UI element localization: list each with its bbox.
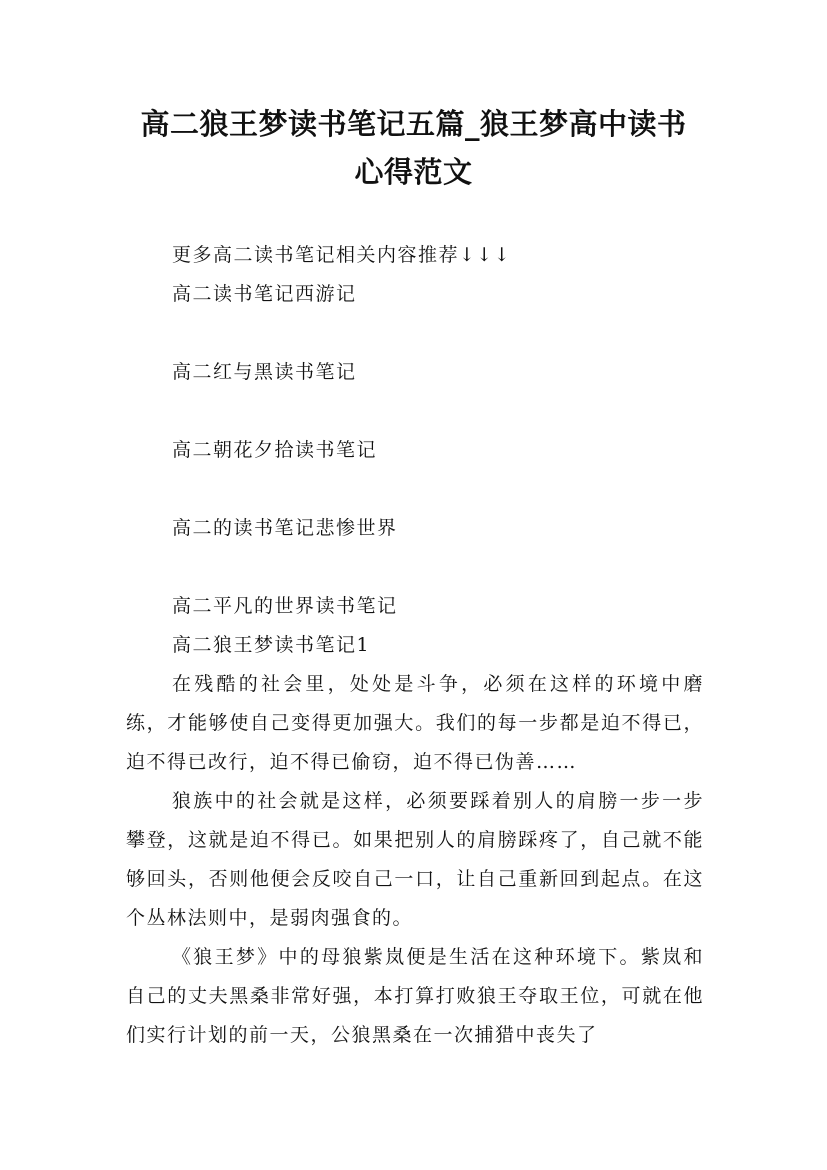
recommendation-intro: 更多高二读书笔记相关内容推荐↓↓↓ [172,244,512,266]
body-paragraph: 在残酷的社会里，处处是斗争，必须在这样的环境中磨练，才能够使自己变得更加强大。我们的每一步都是迫不得已，迫不得已改行，迫不得已偷窃，迫不得已伪善…… [126,673,704,773]
body-paragraph: 狼族中的社会就是这样，必须要踩着别人的肩膀一步一步攀登，这就是迫不得已。如果把别人的肩膀踩疼了，自己就不能够回头，否则他便会反咬自己一口，让自己重新回到起点。在这个丛林法则中，是弱肉强食的。 [126,790,704,929]
related-link-pingfandeshijie[interactable]: 高二平凡的世界读书笔记 [172,595,398,617]
section-heading: 高二狼王梦读书笔记1 [172,634,371,656]
body-paragraph: 《狼王梦》中的母狼紫岚便是生活在这种环境下。紫岚和自己的丈夫黑桑非常好强，本打算打败狼王夺取王位，可就在他们实行计划的前一天，公狼黑桑在一次捕猎中丧失了 [126,946,704,1046]
related-link-xiyouji[interactable]: 高二读书笔记西游记 [172,283,357,305]
related-link-zhaohuaxishi[interactable]: 高二朝花夕拾读书笔记 [172,439,378,461]
title-line-2: 心得范文 [354,155,473,189]
related-link-hongyuhei[interactable]: 高二红与黑读书笔记 [172,361,357,383]
related-link-beicanshijie[interactable]: 高二的读书笔记悲惨世界 [172,517,398,539]
document-body [126,236,704,1055]
title-line-1: 高二狼王梦读书笔记五篇_狼王梦高中读书 [140,107,687,141]
document-title [100,100,727,196]
